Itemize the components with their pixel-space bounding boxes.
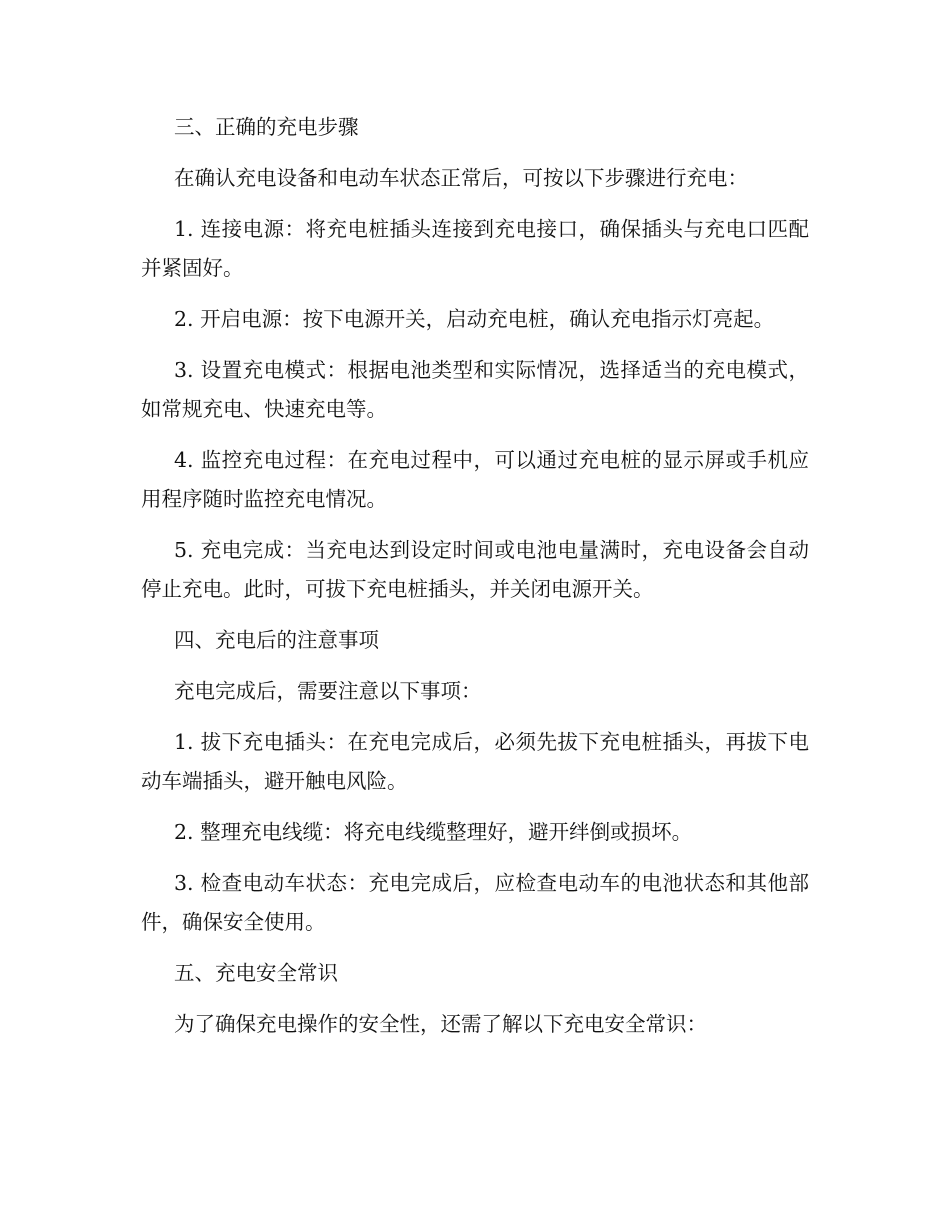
section-heading-charging-steps: 三、正确的充电步骤 xyxy=(174,115,359,139)
step-charging-complete: 5. 充电完成：当充电达到设定时间或电池电量满时，充电设备会自动停止充电。此时，可拔下充电桩插头，并关闭电源开关。 xyxy=(141,538,809,601)
note-unplug-charger: 1. 拔下充电插头：在充电完成后，必须先拔下充电桩插头，再拔下电动车端插头，避开触电风险。 xyxy=(141,730,809,793)
step-connect-power: 1. 连接电源：将充电桩插头连接到充电接口，确保插头与充电口匹配并紧固好。 xyxy=(141,217,809,280)
section-heading-safety-knowledge: 五、充电安全常识 xyxy=(174,961,338,985)
step-set-charging-mode: 3. 设置充电模式：根据电池类型和实际情况，选择适当的充电模式，如常规充电、快速充电等。 xyxy=(141,358,809,421)
document-body xyxy=(141,108,809,1056)
section-heading-after-charging: 四、充电后的注意事项 xyxy=(174,628,379,652)
step-monitor-charging: 4. 监控充电过程：在充电过程中，可以通过充电桩的显示屏或手机应用程序随时监控充电情况。 xyxy=(141,448,809,511)
intro-paragraph-after-charging: 充电完成后，需要注意以下事项： xyxy=(174,679,482,703)
intro-paragraph-steps: 在确认充电设备和电动车状态正常后，可按以下步骤进行充电： xyxy=(174,166,748,190)
intro-paragraph-safety: 为了确保充电操作的安全性，还需了解以下充电安全常识： xyxy=(174,1012,707,1036)
note-check-vehicle-status: 3. 检查电动车状态：充电完成后，应检查电动车的电池状态和其他部件，确保安全使用。 xyxy=(141,871,809,934)
note-organize-cables: 2. 整理充电线缆：将充电线缆整理好，避开绊倒或损坏。 xyxy=(174,820,693,844)
step-turn-on-power: 2. 开启电源：按下电源开关，启动充电桩，确认充电指示灯亮起。 xyxy=(174,307,775,331)
